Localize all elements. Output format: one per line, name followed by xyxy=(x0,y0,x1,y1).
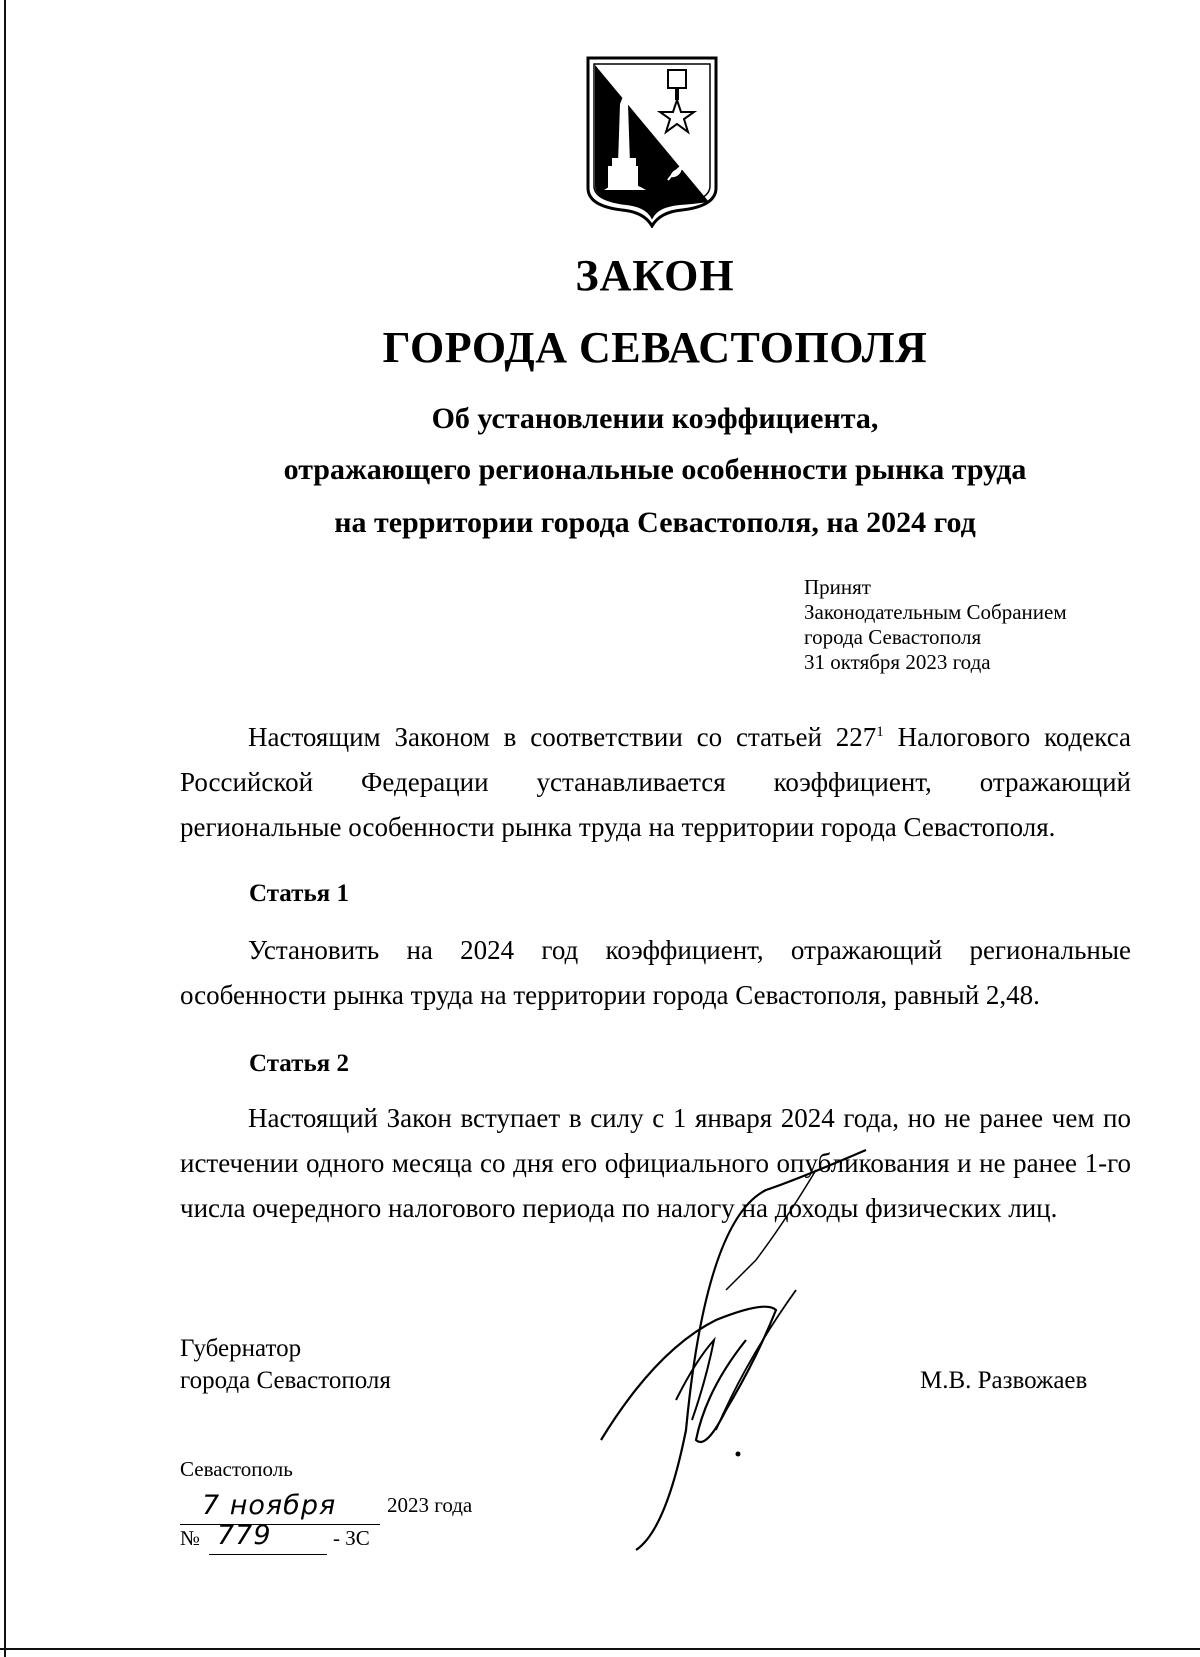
handwritten-date: 7 ноября xyxy=(202,1490,337,1521)
place-of-signing: Севастополь xyxy=(180,1457,293,1481)
adoption-block xyxy=(804,575,1067,675)
coat-of-arms-emblem xyxy=(584,56,720,228)
number-sign: № xyxy=(180,1526,201,1550)
signatory-position xyxy=(180,1333,391,1397)
city-title: ГОРОДА СЕВАСТОПОЛЯ xyxy=(382,323,928,372)
article-superscript: 1 xyxy=(876,724,884,740)
adoption-line: Принят xyxy=(804,575,871,599)
preamble-paragraph xyxy=(180,710,1131,850)
law-number-field xyxy=(209,1522,327,1555)
adoption-line: Законодательным Собранием xyxy=(804,600,1067,624)
article-2-text: Настоящий Закон вступает в силу с 1 января 2024 года, но не ранее чем по истечении одного месяца со дня его официального опубликования и не ранее 1-го числа очередного налогового периода по налогу на доходы физических лиц. xyxy=(180,1103,1131,1223)
signing-year: 2023 года xyxy=(387,1493,473,1517)
signatory-position-line: Губернатор xyxy=(180,1335,302,1362)
preamble-text-start: Настоящим Законом в соответствии со статьей 227 xyxy=(248,722,877,752)
law-title: ЗАКОН xyxy=(575,251,735,300)
preamble-text-end: Налогового кодекса Российской Федерации устанавливается коэффициент, отражающий региональные особенности рынка труда на территории города Севастополя. xyxy=(180,722,1132,842)
law-subtitle-line-2: отражающего региональные особенности рынка труда xyxy=(283,453,1027,486)
adoption-line: города Севастополя xyxy=(804,625,982,649)
signatory-position-line: города Севастополя xyxy=(180,1367,391,1394)
adoption-date: 31 октября 2023 года xyxy=(804,650,991,674)
signing-date-field xyxy=(180,1490,380,1525)
article-2-heading: Статья 2 xyxy=(249,1050,349,1077)
handwritten-signature xyxy=(596,1110,896,1560)
law-subtitle-line-1: Об установлении коэффициента, xyxy=(431,402,879,435)
scan-edge-bottom xyxy=(0,1648,1200,1650)
law-number-suffix: - ЗС xyxy=(333,1526,370,1550)
scan-edge-left xyxy=(4,0,6,1657)
article-1-heading: Статья 1 xyxy=(249,880,349,907)
signatory-name: М.В. Развожаев xyxy=(920,1367,1088,1394)
handwritten-number: 779 xyxy=(217,1520,272,1551)
article-1-text: Установить на 2024 год коэффициент, отражающий региональные особенности рынка труда на территории города Севастополя, равный 2,48. xyxy=(180,935,1131,1010)
law-subtitle-line-3: на территории города Севастополя, на 2024 год xyxy=(334,506,976,539)
